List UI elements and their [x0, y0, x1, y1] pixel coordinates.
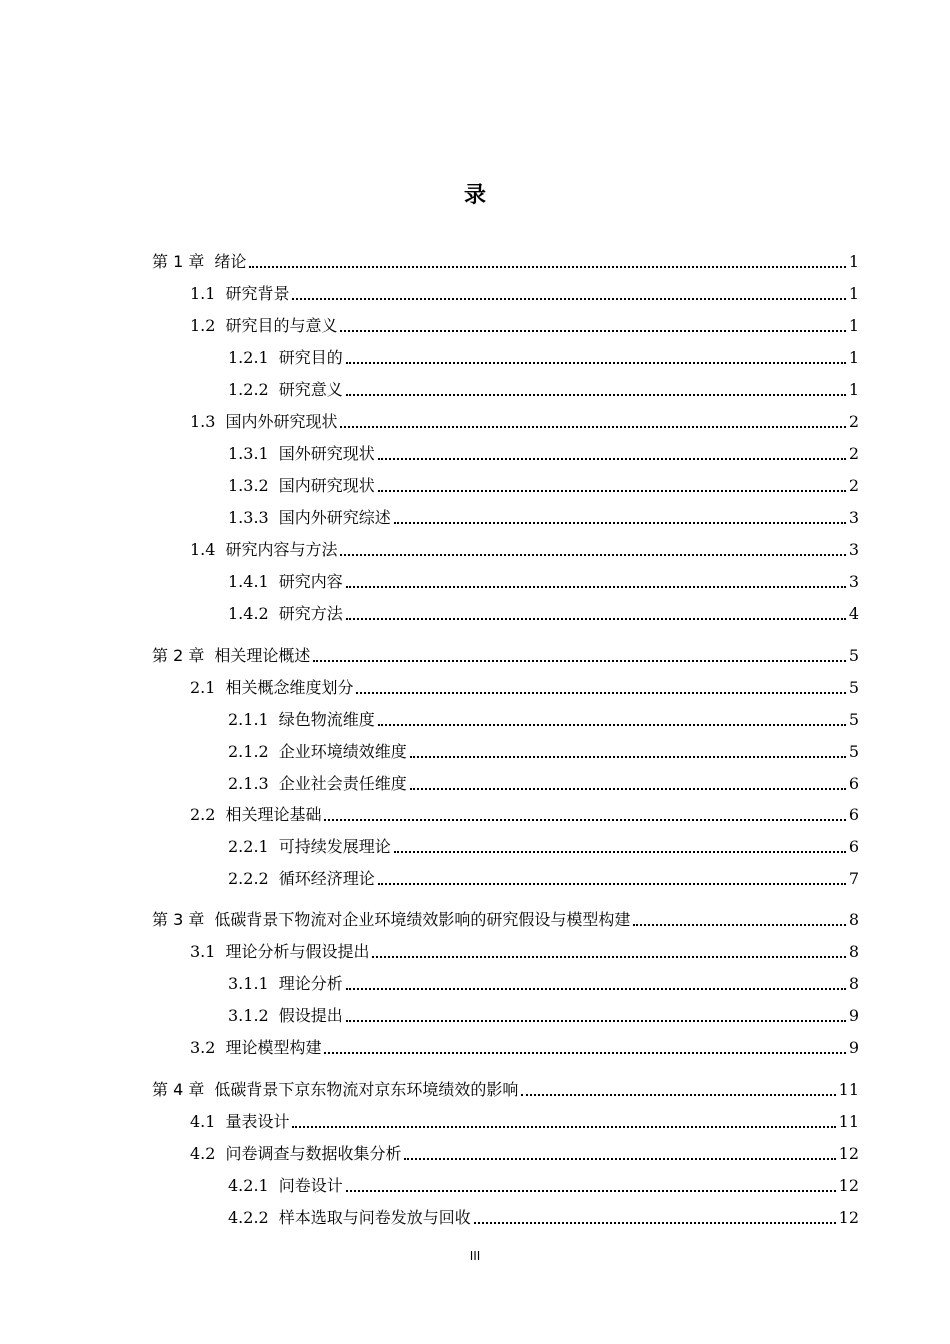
toc-entry-page: 8: [848, 974, 859, 993]
dot-leader: [378, 458, 846, 460]
dot-leader: [521, 1094, 835, 1096]
toc-entry-page: 6: [848, 774, 859, 793]
toc-entry[interactable]: [190, 674, 859, 698]
toc-entry-number: 2.1: [190, 678, 216, 697]
toc-entry-title: 样本选取与问卷发放与回收: [278, 1208, 471, 1227]
toc-entry-title: 假设提出: [278, 1006, 343, 1025]
dot-leader: [346, 586, 846, 588]
toc-entry-title: 国内外研究综述: [278, 508, 391, 527]
toc-entry-title: 问卷调查与数据收集分析: [225, 1144, 402, 1163]
toc-entry-page: 12: [838, 1144, 859, 1163]
toc-entry-number: 第 4 章: [152, 1080, 205, 1099]
toc-entry-title: 企业社会责任维度: [278, 774, 407, 793]
toc-entry-number: 4.1: [190, 1112, 216, 1131]
toc-entry-number: 1.3.3: [228, 508, 269, 527]
dot-leader: [313, 660, 845, 662]
toc-entry-page: 1: [848, 284, 859, 303]
dot-leader: [410, 756, 846, 758]
toc-entry[interactable]: [228, 344, 859, 368]
toc-entry-number: 第 3 章: [152, 910, 205, 929]
page-number-footer: III: [469, 1249, 481, 1263]
toc-entry-number: 1.4: [190, 540, 216, 559]
toc-entry[interactable]: [228, 1204, 859, 1228]
toc-entry-title: 相关理论基础: [225, 805, 322, 824]
toc-entry[interactable]: [152, 1076, 859, 1100]
toc-entry-number: 第 2 章: [152, 646, 205, 665]
toc-entry[interactable]: [228, 600, 859, 624]
toc-entry-page: 8: [848, 942, 859, 961]
dot-leader: [633, 924, 845, 926]
toc-entry[interactable]: [228, 706, 859, 730]
toc-entry-page: 2: [848, 412, 859, 431]
toc-entry[interactable]: [190, 1034, 859, 1058]
toc-entry[interactable]: [228, 1172, 859, 1196]
toc-entry-title: 国外研究现状: [278, 444, 375, 463]
toc-entry-title: 研究背景: [225, 284, 290, 303]
toc-entry-title: 绿色物流维度: [278, 710, 375, 729]
toc-entry-title: 绪论: [214, 252, 247, 271]
toc-entry-number: 4.2.1: [228, 1176, 269, 1195]
dot-leader: [340, 426, 845, 428]
toc-entry-page: 1: [848, 348, 859, 367]
toc-entry-number: 3.1.2: [228, 1006, 269, 1025]
dot-leader: [346, 1020, 846, 1022]
toc-entry-number: 2.2: [190, 805, 216, 824]
toc-heading: 录: [463, 183, 486, 208]
toc-entry[interactable]: [228, 376, 859, 400]
toc-entry-page: 3: [848, 540, 859, 559]
toc-entry[interactable]: [228, 833, 859, 857]
toc-entry-page: 8: [848, 910, 859, 929]
dot-leader: [340, 330, 845, 332]
toc-entry[interactable]: [228, 504, 859, 528]
toc-entry-number: 2.1.3: [228, 774, 269, 793]
dot-leader: [474, 1222, 836, 1224]
toc-entry[interactable]: [190, 938, 859, 962]
toc-entry-page: 2: [848, 476, 859, 495]
dot-leader: [378, 490, 846, 492]
toc-entry-page: 1: [848, 316, 859, 335]
toc-entry-page: 11: [838, 1080, 859, 1099]
toc-entry[interactable]: [190, 312, 859, 336]
toc-entry-page: 5: [848, 646, 859, 665]
toc-entry[interactable]: [228, 568, 859, 592]
dot-leader: [346, 362, 846, 364]
dot-leader: [394, 851, 846, 853]
toc-entry-title: 相关概念维度划分: [225, 678, 354, 697]
toc-entry-page: 3: [848, 508, 859, 527]
toc-entry-title: 研究内容: [278, 572, 343, 591]
toc-entry-number: 1.3.1: [228, 444, 269, 463]
toc-entry-page: 1: [848, 252, 859, 271]
toc-entry-page: 7: [848, 869, 859, 888]
toc-entry-page: 12: [838, 1176, 859, 1195]
toc-entry-title: 问卷设计: [278, 1176, 343, 1195]
toc-entry-page: 6: [848, 805, 859, 824]
toc-entry-number: 1.2.2: [228, 380, 269, 399]
toc-entry-page: 4: [848, 604, 859, 623]
toc-entry-number: 1.2: [190, 316, 216, 335]
toc-entry[interactable]: [190, 1140, 859, 1164]
toc-entry-title: 可持续发展理论: [278, 837, 391, 856]
toc-entry-title: 量表设计: [225, 1112, 290, 1131]
toc-entry-number: 2.1.1: [228, 710, 269, 729]
toc-entry-title: 研究方法: [278, 604, 343, 623]
toc-entry-page: 12: [838, 1208, 859, 1227]
toc-entry-title: 低碳背景下物流对企业环境绩效影响的研究假设与模型构建: [214, 910, 631, 929]
dot-leader: [346, 618, 846, 620]
toc-entry-number: 第 1 章: [152, 252, 205, 271]
dot-leader: [378, 724, 846, 726]
dot-leader: [292, 298, 845, 300]
toc-entry-title: 研究目的与意义: [225, 316, 338, 335]
dot-leader: [346, 1190, 836, 1192]
dot-leader: [324, 819, 845, 821]
dot-leader: [410, 788, 846, 790]
dot-leader: [356, 692, 845, 694]
toc-entry[interactable]: [190, 1108, 859, 1132]
dot-leader: [394, 522, 846, 524]
toc-entry[interactable]: [228, 970, 859, 994]
toc-entry[interactable]: [228, 770, 859, 794]
toc-entry[interactable]: [152, 642, 859, 666]
toc-entry[interactable]: [190, 536, 859, 560]
toc-entry-page: 5: [848, 742, 859, 761]
dot-leader: [378, 883, 846, 885]
toc-entry[interactable]: [228, 738, 859, 762]
toc-entry-title: 研究意义: [278, 380, 343, 399]
toc-entry-number: 2.2.1: [228, 837, 269, 856]
toc-entry-title: 研究目的: [278, 348, 343, 367]
dot-leader: [372, 956, 845, 958]
toc-entry[interactable]: [152, 248, 859, 272]
toc-entry-title: 企业环境绩效维度: [278, 742, 407, 761]
toc-entry-title: 国内研究现状: [278, 476, 375, 495]
toc-entry-number: 1.2.1: [228, 348, 269, 367]
dot-leader: [292, 1126, 835, 1128]
toc-entry-number: 3.2: [190, 1038, 216, 1057]
toc-entry-page: 5: [848, 678, 859, 697]
toc-entry-page: 6: [848, 837, 859, 856]
toc-entry-page: 3: [848, 572, 859, 591]
toc-entry-title: 相关理论概述: [214, 646, 311, 665]
toc-entry-number: 1.3: [190, 412, 216, 431]
toc-entry-number: 1.4.2: [228, 604, 269, 623]
toc-entry-number: 1.1: [190, 284, 216, 303]
toc-entry-title: 研究内容与方法: [225, 540, 338, 559]
toc-entry[interactable]: [190, 408, 859, 432]
dot-leader: [340, 554, 845, 556]
toc-entry-number: 2.1.2: [228, 742, 269, 761]
toc-entry-number: 4.2.2: [228, 1208, 269, 1227]
dot-leader: [346, 988, 846, 990]
toc-entry[interactable]: [152, 906, 859, 930]
dot-leader: [324, 1052, 845, 1054]
toc-entry[interactable]: [190, 801, 859, 825]
toc-entry-number: 2.2.2: [228, 869, 269, 888]
toc-entry[interactable]: [190, 280, 859, 304]
toc-entry-number: 4.2: [190, 1144, 216, 1163]
toc-entry-title: 理论模型构建: [225, 1038, 322, 1057]
toc-entry-title: 低碳背景下京东物流对京东环境绩效的影响: [214, 1080, 519, 1099]
toc-entry-number: 3.1: [190, 942, 216, 961]
toc-entry-title: 理论分析: [278, 974, 343, 993]
toc-entry-number: 1.3.2: [228, 476, 269, 495]
toc-entry-page: 9: [848, 1038, 859, 1057]
toc-entry-title: 循环经济理论: [278, 869, 375, 888]
toc-entry-page: 1: [848, 380, 859, 399]
toc-entry[interactable]: [228, 1002, 859, 1026]
toc-entry[interactable]: [228, 865, 859, 889]
toc-entry-page: 2: [848, 444, 859, 463]
toc-entry-page: 9: [848, 1006, 859, 1025]
toc-entry-page: 11: [838, 1112, 859, 1131]
dot-leader: [404, 1158, 835, 1160]
toc-entry-number: 1.4.1: [228, 572, 269, 591]
toc-entry-title: 理论分析与假设提出: [225, 942, 370, 961]
toc-entry[interactable]: [228, 440, 859, 464]
dot-leader: [249, 266, 845, 268]
toc-entry-number: 3.1.1: [228, 974, 269, 993]
toc-entry-title: 国内外研究现状: [225, 412, 338, 431]
toc-entry-page: 5: [848, 710, 859, 729]
toc-entry[interactable]: [228, 472, 859, 496]
dot-leader: [346, 394, 846, 396]
